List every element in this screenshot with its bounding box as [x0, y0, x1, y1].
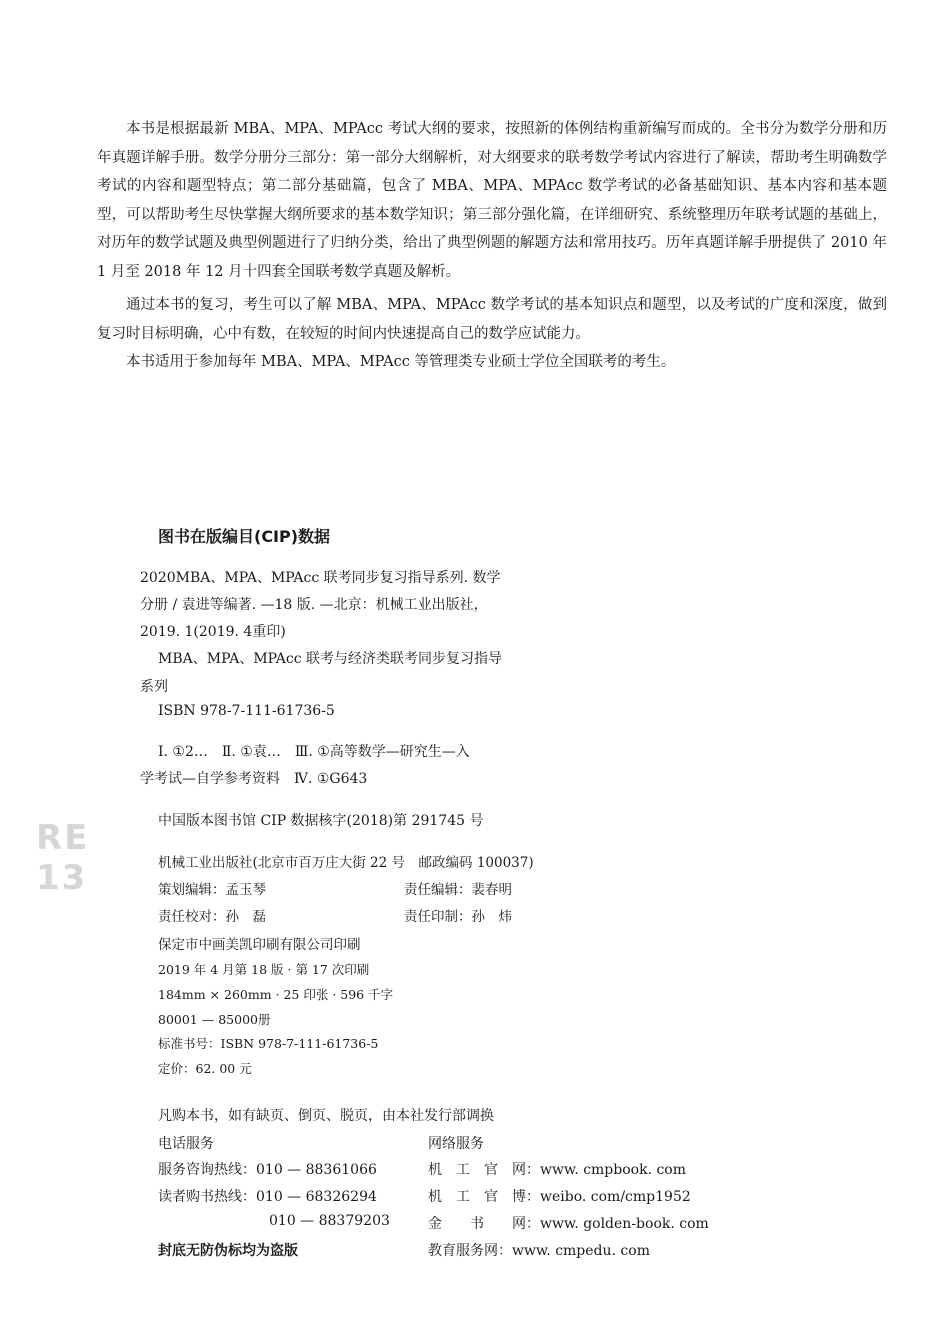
edition: 2019 年 4 月第 18 版 · 第 17 次印刷: [158, 962, 370, 977]
book-introduction: [97, 115, 887, 377]
service-hotline: 服务咨询热线：010 — 88361066: [158, 1162, 377, 1178]
official-weibo: 机 工 官 博：weibo. com/cmp1952: [428, 1189, 691, 1205]
cip-line: 2020MBA、MPA、MPAcc 联考同步复习指导系列. 数学: [140, 570, 501, 586]
reader-hotline: 读者购书热线：010 — 68326294: [158, 1189, 377, 1205]
print-supervisor: 责任印制：孙 炜: [404, 909, 512, 925]
faded-stamp: RE 13: [36, 818, 90, 898]
publisher-address: 机械工业出版社(北京市百万庄大街 22 号 邮政编码 100037): [158, 855, 534, 871]
proofreader: 责任校对：孙 磊: [158, 909, 266, 925]
golden-book-website: 金 书 网：www. golden-book. com: [428, 1216, 709, 1232]
cip-line: 系列: [140, 679, 168, 695]
cip-record-number: 中国版本图书馆 CIP 数据核字(2018)第 291745 号: [158, 813, 484, 829]
cip-line: MBA、MPA、MPAcc 联考与经济类联考同步复习指导: [158, 651, 503, 667]
price: 定价：62. 00 元: [158, 1061, 252, 1076]
cip-line: 2019. 1(2019. 4重印): [140, 624, 286, 640]
official-website: 机 工 官 网：www. cmpbook. com: [428, 1162, 687, 1178]
cip-isbn: ISBN 978-7-111-61736-5: [158, 703, 335, 719]
intro-paragraph: 本书是根据最新 MBA、MPA、MPAcc 考试大纲的要求，按照新的体例结构重新编写而成的。全书分为数学分册和历年真题详解手册。数学分册分三部分：第一部分大纲解析，对大纲要求的联考数学考试内容进行了解读，帮助考生明确数学考试的内容和题型特点；第二部分基础篇，包含了 MBA、MPA、MPAcc 数学考试的必备基础知识、基本内容和基本题型，可以帮助考生尽快掌握大纲所要求的基本数学知识；第三部分强化篇，在详细研究、系统整理历年联考试题的基础上，对历年的数学试题及典型例题进行了归纳分类，给出了典型例题的解题方法和常用技巧。历年真题详解手册提供了 2010 年 1 月至 2018 年 12 月十四套全国联考数学真题及解析。: [97, 121, 887, 280]
anti-piracy-notice: 封底无防伪标均为盗版: [158, 1243, 298, 1259]
intro-paragraph: 通过本书的复习，考生可以了解 MBA、MPA、MPAcc 数学考试的基本知识点和题型，以及考试的广度和深度，做到复习时目标明确，心中有数，在较短的时间内快速提高自己的数学应试能力。: [97, 297, 887, 342]
education-website: 教育服务网：www. cmpedu. com: [428, 1243, 650, 1259]
cip-line: 学考试—自学参考资料 Ⅳ. ①G643: [140, 771, 368, 787]
phone-service-heading: 电话服务: [158, 1136, 214, 1152]
intro-paragraph: 本书适用于参加每年 MBA、MPA、MPAcc 等管理类专业硕士学位全国联考的考生。: [126, 354, 676, 370]
defect-notice: 凡购本书，如有缺页、倒页、脱页，由本社发行部调换: [158, 1108, 494, 1124]
cip-line: 分册 / 袁进等编著. —18 版. —北京：机械工业出版社，: [140, 597, 488, 613]
extra-hotline: 010 — 88379203: [269, 1213, 390, 1229]
book-format: 184mm × 260mm · 25 印张 · 596 千字: [158, 987, 394, 1002]
responsible-editor: 责任编辑：裴春明: [404, 882, 512, 898]
web-service-heading: 网络服务: [428, 1136, 484, 1152]
planning-editor: 策划编辑：孟玉琴: [158, 882, 266, 898]
cip-title: 图书在版编目(CIP)数据: [158, 527, 331, 546]
print-run: 80001 — 85000册: [158, 1012, 271, 1027]
printer: 保定市中画美凯印刷有限公司印刷: [158, 937, 361, 953]
cip-line: Ⅰ. ①2… Ⅱ. ①袁… Ⅲ. ①高等数学—研究生—入: [158, 744, 470, 760]
standard-isbn: 标准书号：ISBN 978-7-111-61736-5: [158, 1036, 379, 1051]
